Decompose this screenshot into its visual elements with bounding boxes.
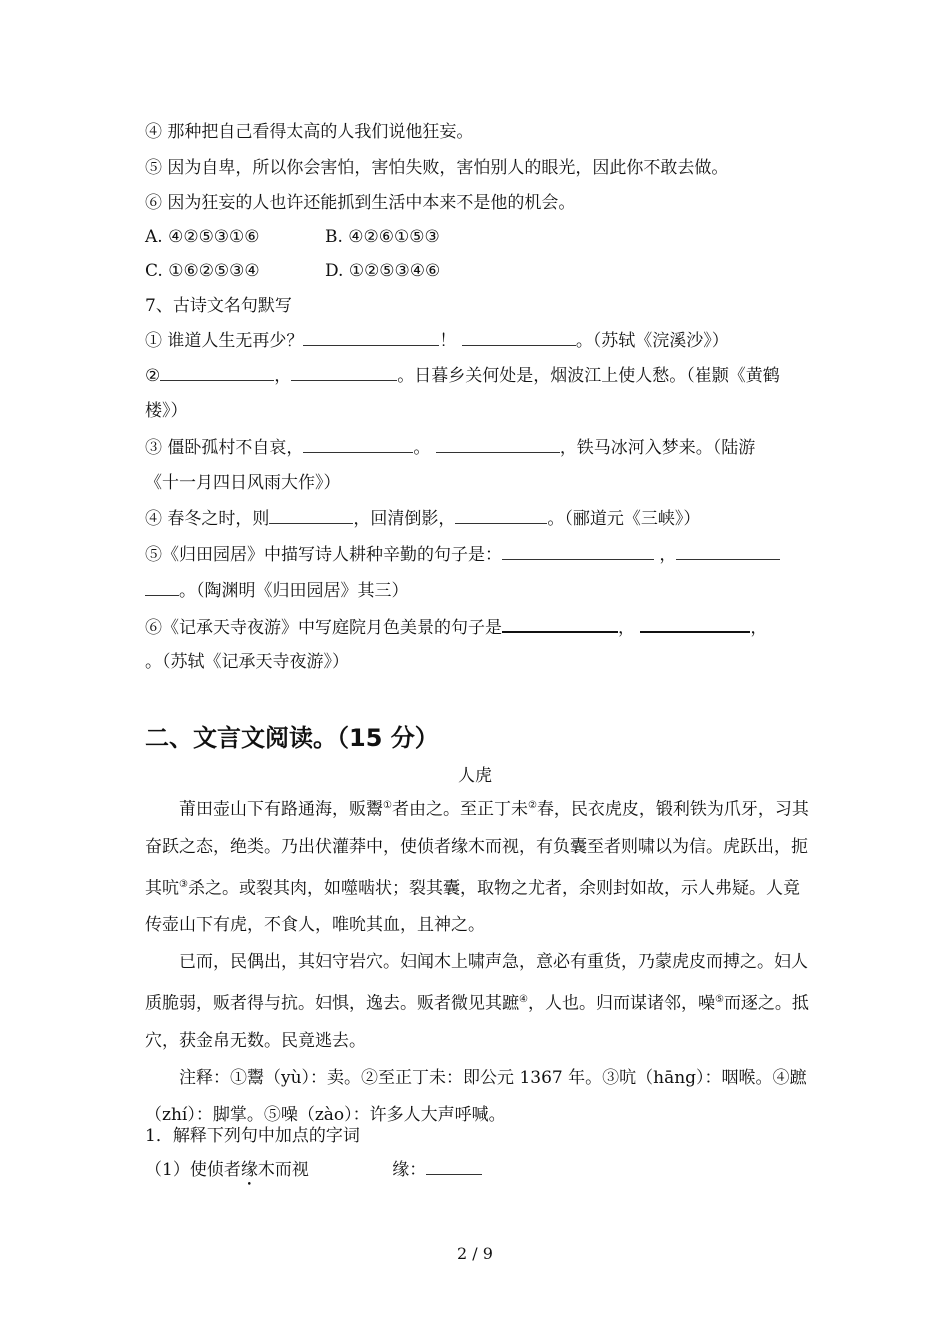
footnotes: 注释：①鬻（yù）：卖。②至正丁未：即公元 1367 年。③吭（hāng）：咽喉。④蹠 (179, 1067, 807, 1088)
item-6: ⑥ 因为狂妄的人也许还能抓到生活中本来不是他的机会。 (145, 193, 576, 213)
q7-line-1: ① 谁道人生无再少？ ！ 。（苏轼《浣溪沙》） (145, 328, 729, 353)
passage-paragraph-1: 莆田壶山下有路通海，贩鬻①者由之。至正丁未②春，民衣虎皮，锻利铁为爪牙，习其奋跃之态，绝类。乃出伏灌莽中，使侦者缘木而视，有负囊至者则啸以为信。虎跃出，扼其吭③杀之。或裂其肉，如噬啮状；裂其囊，取物之尤者，余则封如故，示人弗疑。人竟传壶山下有虎，不食人，唯吮其血，且神之。 (145, 799, 809, 936)
passage-title: 人虎 (458, 766, 492, 786)
page-number: 2 / 9 (457, 1244, 493, 1263)
answer-blank[interactable] (291, 363, 397, 381)
q7-line-5-cont: 。（陶渊明《归田园居》其三） (145, 578, 409, 603)
answer-blank[interactable] (502, 614, 618, 633)
passage (145, 787, 815, 1134)
q1-item-1: （1）使侦者缘木而视 缘： (145, 1157, 482, 1182)
q7-line-2: ② ， 。日暮乡关何处是，烟波江上使人愁。（崔颢《黄鹤 (145, 363, 780, 388)
q7-line-6: ⑥《记承天寺夜游》中写庭院月色美景的句子是 ， ， (145, 614, 767, 640)
option-d: D. ①②⑤③④⑥ (325, 261, 441, 281)
item-4: ④ 那种把自己看得太高的人我们说他狂妄。 (145, 122, 474, 142)
option-a: A. ④②⑤③①⑥ (145, 227, 260, 247)
section-heading: 二、文言文阅读。（15 分） (145, 724, 439, 752)
options-row-1 (145, 225, 440, 249)
answer-blank[interactable] (455, 506, 547, 524)
options-row-2 (145, 259, 441, 283)
passage-paragraph-2: 已而，民偶出，其妇守岩穴。妇闻木上啸声急，意必有重货，乃蒙虎皮而搏之。妇人质脆弱，贩者得与抗。妇惧，逸去。贩者微见其蹠④，人也。归而谋诸邻，噪⑤而逐之。抵穴，获金帛无数。民竟逃去。 (145, 952, 809, 1051)
q1-title: 1．解释下列句中加点的字词 (145, 1126, 360, 1146)
answer-blank[interactable] (426, 1157, 482, 1175)
q7-line-5: ⑤《归田园居》中描写诗人耕种辛勤的句子是： ， (145, 542, 780, 567)
answer-blank[interactable] (145, 578, 179, 596)
answer-blank[interactable] (676, 542, 780, 560)
answer-blank[interactable] (303, 328, 439, 346)
answer-blank[interactable] (502, 542, 654, 560)
option-c: C. ①⑥②⑤③④ (145, 261, 260, 281)
answer-blank[interactable] (160, 363, 274, 381)
footnotes-cont: （zhí）：脚掌。⑤噪（zào）：许多人大声呼喊。 (145, 1104, 506, 1125)
q7-line-2-cont: 楼》） (145, 401, 188, 421)
q7-line-4: ④ 春冬之时，则 ，回清倒影， 。（郦道元《三峡》） (145, 506, 700, 531)
q7-line-3: ③ 僵卧孤村不自哀， 。 ，铁马冰河入梦来。（陆游 (145, 435, 755, 460)
answer-blank[interactable] (462, 328, 576, 346)
answer-blank[interactable] (436, 435, 560, 453)
q7-line-6-cont: 。（苏轼《记承天寺夜游》） (145, 652, 349, 672)
answer-blank[interactable] (640, 614, 750, 633)
q7-line-3-cont: 《十一月四日风雨大作》） (145, 473, 341, 493)
item-5: ⑤ 因为自卑，所以你会害怕，害怕失败，害怕别人的眼光，因此你不敢去做。 (145, 158, 729, 178)
answer-blank[interactable] (269, 506, 353, 524)
dotted-char: 缘 (240, 1160, 258, 1180)
answer-blank[interactable] (303, 435, 413, 453)
option-b: B. ④②⑥①⑤③ (325, 227, 440, 247)
q7-title: 7、古诗文名句默写 (145, 296, 292, 316)
